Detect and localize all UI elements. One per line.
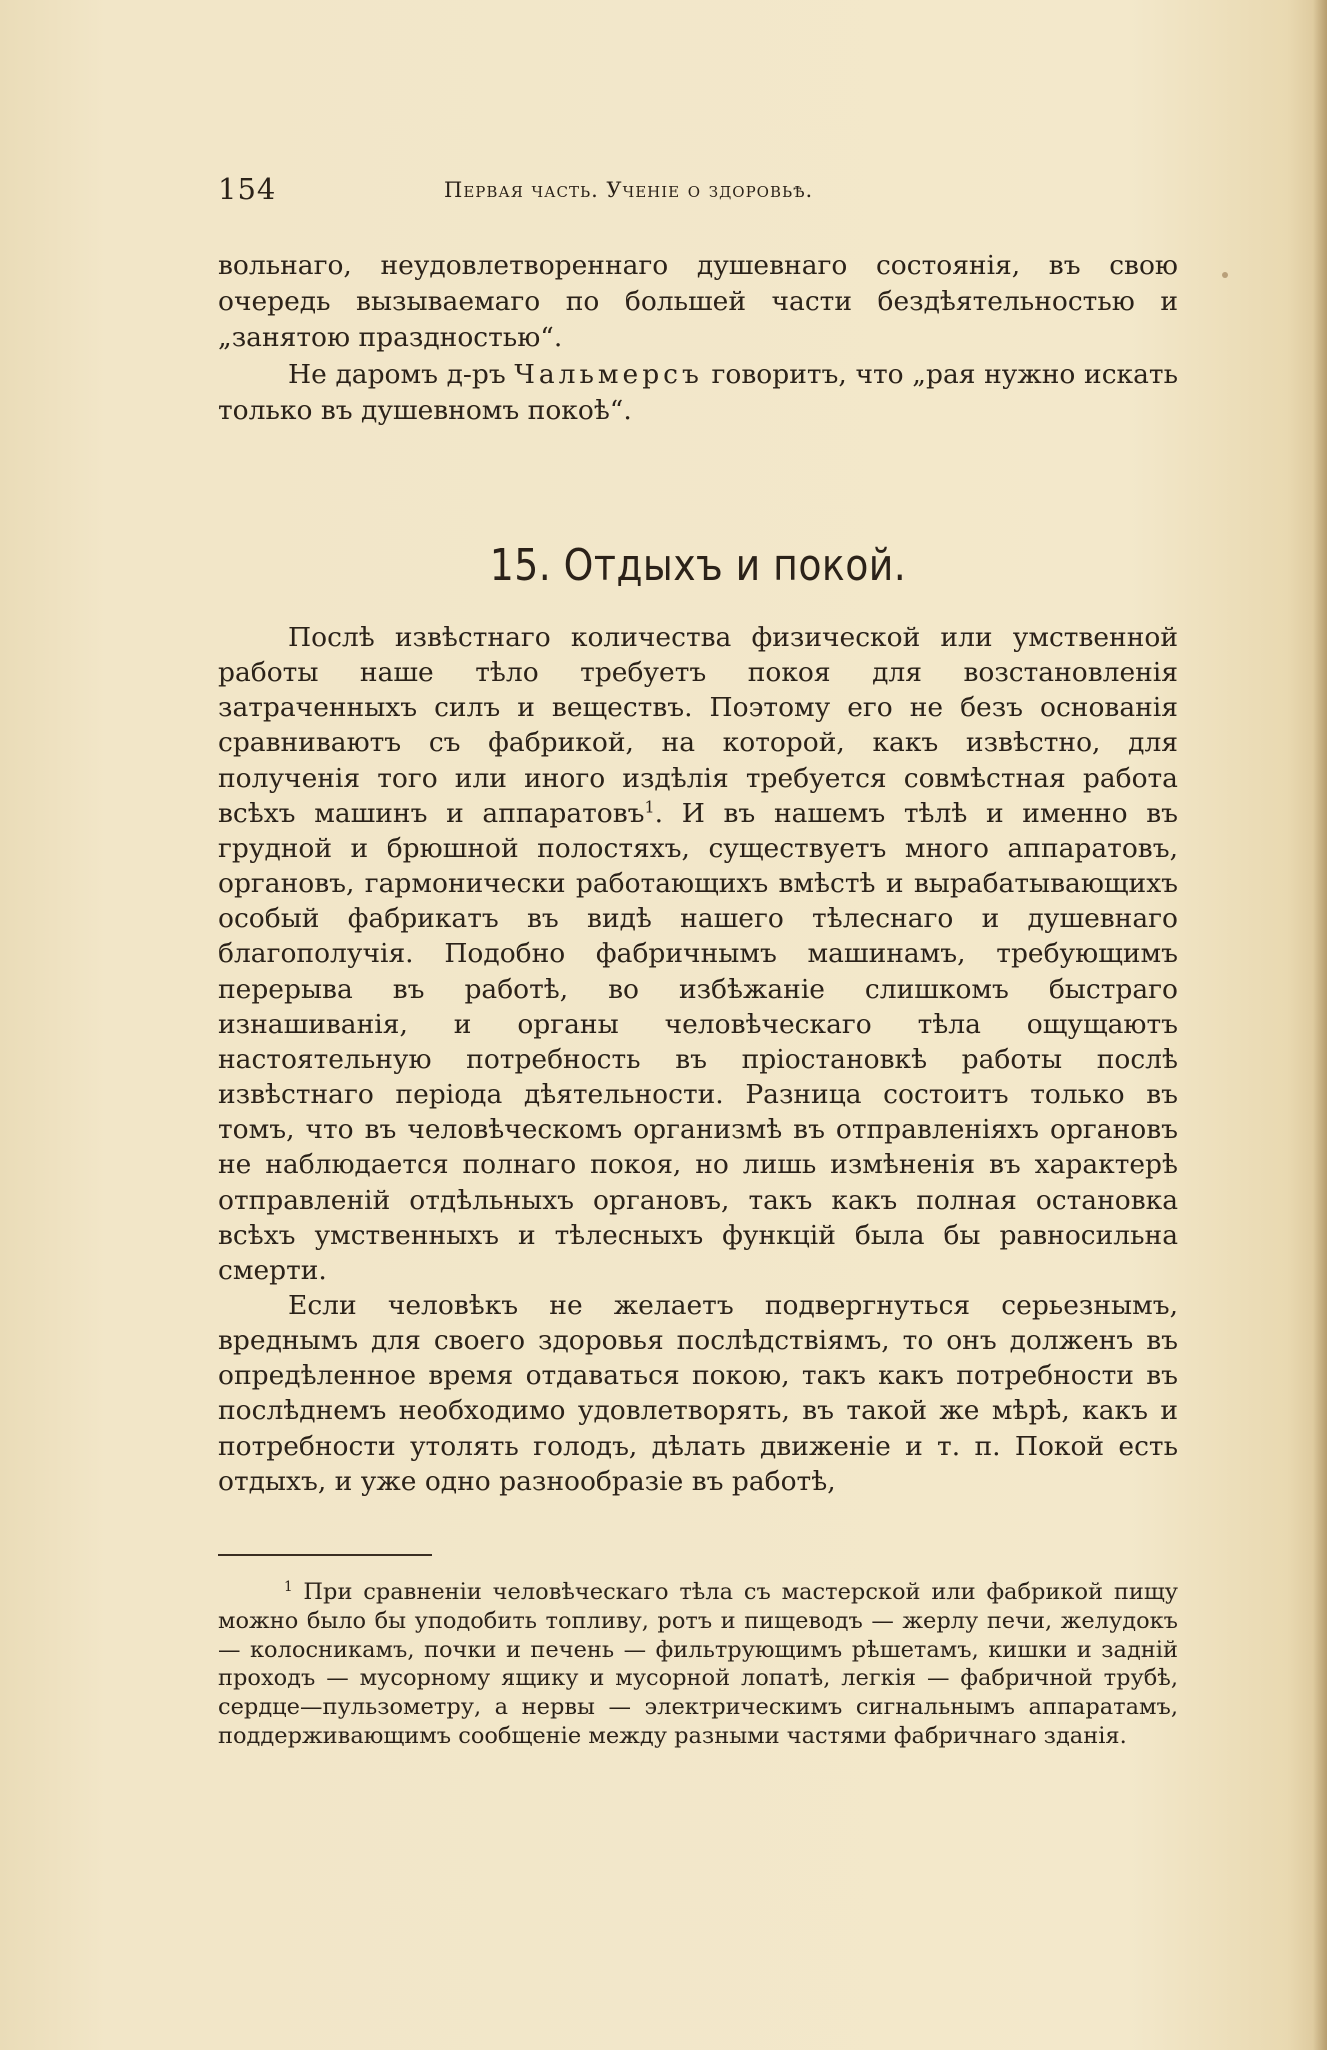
running-head: Первая часть. Ученіе о здоровьѣ. <box>444 178 814 202</box>
footnote-marker: 1 <box>284 1578 293 1595</box>
intro-text <box>218 248 1178 429</box>
author-name: Чальмерсъ <box>514 358 703 390</box>
intro-p2-before: Не даромъ д-ръ <box>288 358 515 390</box>
section-body <box>218 620 1178 1499</box>
footnote-reference[interactable]: 1 <box>644 797 655 817</box>
footnote-paragraph <box>218 1578 1178 1751</box>
footnote <box>218 1578 1178 1751</box>
paper-spot <box>1222 272 1228 278</box>
page-header <box>218 172 1178 212</box>
intro-paragraph-1: вольнаго, неудовлетвореннаго душевнаго состоянія, въ свою очередь вызываемаго по большей части бездѣятельностью и „занятою праздностью“. <box>218 250 1178 354</box>
page-number: 154 <box>218 172 277 206</box>
intro-p2-after: говоритъ, что „рая нужно искать только въ душевномъ покоѣ“. <box>218 358 1178 426</box>
section-title: 15. Отдыхъ и покой. <box>489 540 907 591</box>
body-paragraph-1 <box>218 620 1178 1288</box>
footnote-divider <box>218 1554 432 1556</box>
body-paragraph-2: Если человѣкъ не желаетъ подвергнуться серьезнымъ, вреднымъ для своего здоровья послѣдствіямъ, то онъ долженъ въ опредѣленное время отдаваться покою, такъ какъ потребности въ послѣднемъ необходимо удовлетворять, въ такой же мѣрѣ, какъ и потребности утолять голодъ, дѣлать движеніе и т. п. Покой есть отдыхъ, и уже одно разнообразіе въ работѣ, <box>218 1289 1178 1497</box>
page-edge-shadow <box>1313 0 1327 2050</box>
intro-paragraph-2 <box>218 357 1178 429</box>
footnote-text: При сравненіи человѣческаго тѣла съ мастерской или фабрикой пищу можно было бы уподобить топливу, ротъ и пищеводъ — жерлу печи, желудокъ — колосникамъ, почки и печень — фильтрующимъ рѣшетамъ, кишки и заднiй проходъ — мусорному ящику и мусорной лопатѣ, легкія — фабричной трубѣ, сердце—пульзометру, а нервы — электрическимъ сигнальнымъ аппаратамъ, поддерживающимъ сообщеніе между разными частями фабричнаго зданія. <box>218 1579 1178 1749</box>
body-p1-part-b: . И въ нашемъ тѣлѣ и именно въ грудной и брюшной полостяхъ, существуетъ много аппаратовъ, органовъ, гармонически работающихъ вмѣстѣ и вырабатывающихъ особый фабрикатъ въ видѣ нашего тѣлеснаго и душевнаго благополучія. Подобно фабричнымъ машинамъ, требующимъ перерыва въ работѣ, во избѣжаніе слишкомъ быстраго изнашиванія, и органы человѣческаго тѣла ощущаютъ настоятельную потребность въ пріостановкѣ работы послѣ извѣстнаго періода дѣятельности. Разница состоитъ только въ томъ, что въ человѣческомъ организмѣ въ отправленіяхъ органовъ не наблюдается полнаго покоя, но лишь измѣненія въ характерѣ отправленій отдѣльныхъ органовъ, такъ какъ полная остановка всѣхъ умственныхъ и тѣлесныхъ функцій была бы равносильна смерти. <box>218 797 1178 1286</box>
body-p1-part-a: Послѣ извѣстнаго количества физической или умственной работы наше тѣло требуетъ покоя для возстановленія затраченныхъ силъ и веществъ. Поэтому его не безъ основанія сравниваютъ съ фабрикой, на которой, какъ извѣстно, для полученія того или иного издѣлія требуется совмѣстная работа всѣхъ машинъ и аппаратовъ <box>218 622 1178 829</box>
